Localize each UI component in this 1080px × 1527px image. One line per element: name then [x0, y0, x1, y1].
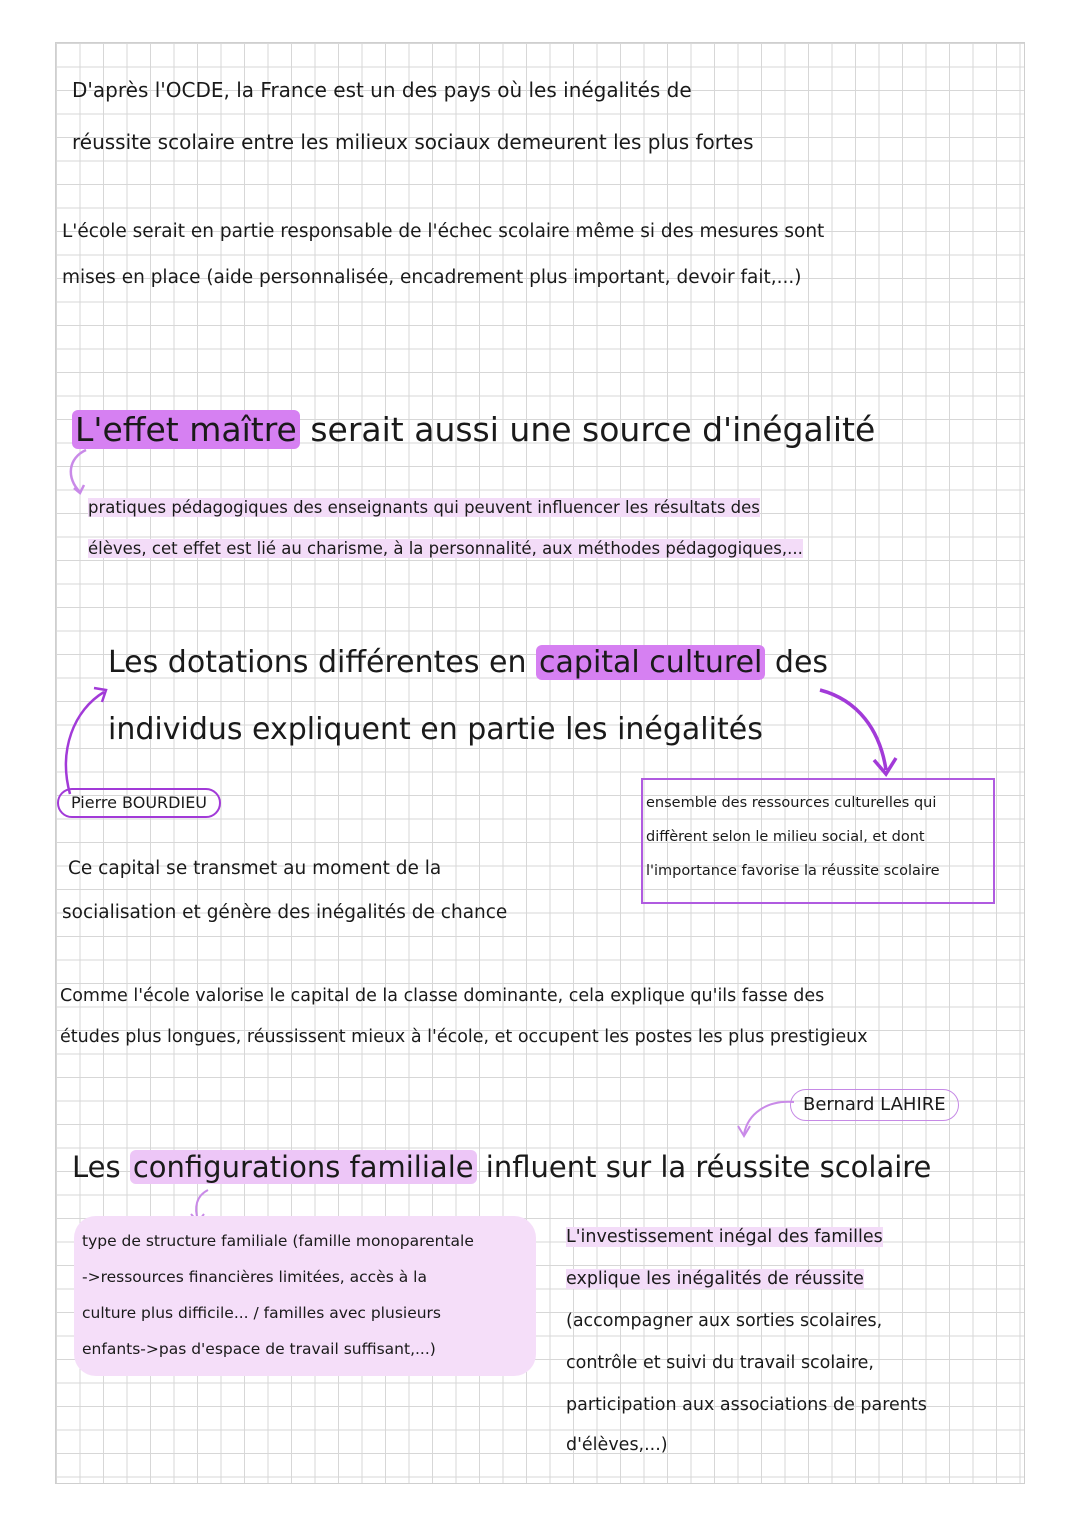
- teacher-effect-heading-rest: serait aussi une source d'inégalité: [299, 410, 876, 449]
- family-highlight: configurations familiale: [130, 1150, 477, 1184]
- arrow-to-definition-icon: [818, 680, 898, 780]
- investment-line-3: (accompagner aux sorties scolaires,: [566, 1311, 883, 1331]
- definition-line-1: ensemble des ressources culturelles qui: [646, 795, 937, 811]
- investment-line-5: participation aux associations de parents: [566, 1395, 927, 1415]
- intro-line-1: D'après l'OCDE, la France est un des pays où les inégalités de: [72, 78, 692, 102]
- definition-line-2: diffèrent selon le milieu social, et dont: [646, 829, 925, 845]
- definition-box: [641, 778, 995, 904]
- family-heading: [72, 1142, 931, 1192]
- definition-line-3: l'importance favorise la réussite scolaire: [646, 863, 940, 879]
- structure-line-2: ->ressources financières limitées, accès à la: [82, 1268, 427, 1286]
- school-line-2: mises en place (aide personnalisée, encadrement plus important, devoir fait,...): [62, 267, 802, 288]
- family-title-part1: Les: [72, 1150, 130, 1184]
- author-pill-bourdieu: Pierre BOURDIEU: [57, 788, 221, 818]
- cultural-capital-title-part2: des: [765, 645, 829, 680]
- investment-line-1: L'investissement inégal des familles: [566, 1227, 883, 1247]
- transmission-line-1: Ce capital se transmet au moment de la: [68, 858, 442, 879]
- teacher-effect-heading: [72, 404, 875, 456]
- structure-line-4: enfants->pas d'espace de travail suffisant,...): [82, 1340, 436, 1358]
- teacher-effect-def-line-2: élèves, cet effet est lié au charisme, à la personnalité, aux méthodes pédagogiques,...: [88, 539, 803, 558]
- arrow-from-lahire-icon: [736, 1094, 796, 1142]
- school-values-line-2: études plus longues, réussissent mieux à l'école, et occupent les postes les plus prestigieux: [60, 1027, 868, 1047]
- transmission-line-2: socialisation et génère des inégalités de chance: [62, 902, 508, 923]
- cultural-capital-highlight: capital culturel: [536, 645, 765, 680]
- school-line-1: L'école serait en partie responsable de l'échec scolaire même si des mesures sont: [62, 221, 825, 242]
- cultural-capital-heading-line-2: individus expliquent en partie les inégalités: [108, 712, 763, 747]
- cultural-capital-heading-line-1: [108, 630, 828, 696]
- author-pill-lahire: Bernard LAHIRE: [790, 1089, 959, 1121]
- investment-line-4: contrôle et suivi du travail scolaire,: [566, 1353, 874, 1373]
- intro-line-2: réussite scolaire entre les milieux sociaux demeurent les plus fortes: [72, 130, 754, 154]
- teacher-effect-def-line-1: pratiques pédagogiques des enseignants qui peuvent influencer les résultats des: [88, 498, 760, 517]
- teacher-effect-highlight: L'effet maître: [72, 410, 300, 449]
- cultural-capital-title-part1: Les dotations différentes en: [108, 645, 537, 680]
- structure-line-3: culture plus difficile... / familles avec plusieurs: [82, 1304, 442, 1322]
- arrow-from-author-icon: [60, 680, 116, 800]
- family-title-part2: influent sur la réussite scolaire: [476, 1150, 932, 1184]
- investment-line-2: explique les inégalités de réussite: [566, 1269, 864, 1289]
- investment-line-6: d'élèves,...): [566, 1435, 668, 1455]
- structure-line-1: type de structure familiale (famille monoparentale: [82, 1232, 474, 1250]
- school-values-line-1: Comme l'école valorise le capital de la classe dominante, cela explique qu'ils fasse des: [60, 986, 825, 1006]
